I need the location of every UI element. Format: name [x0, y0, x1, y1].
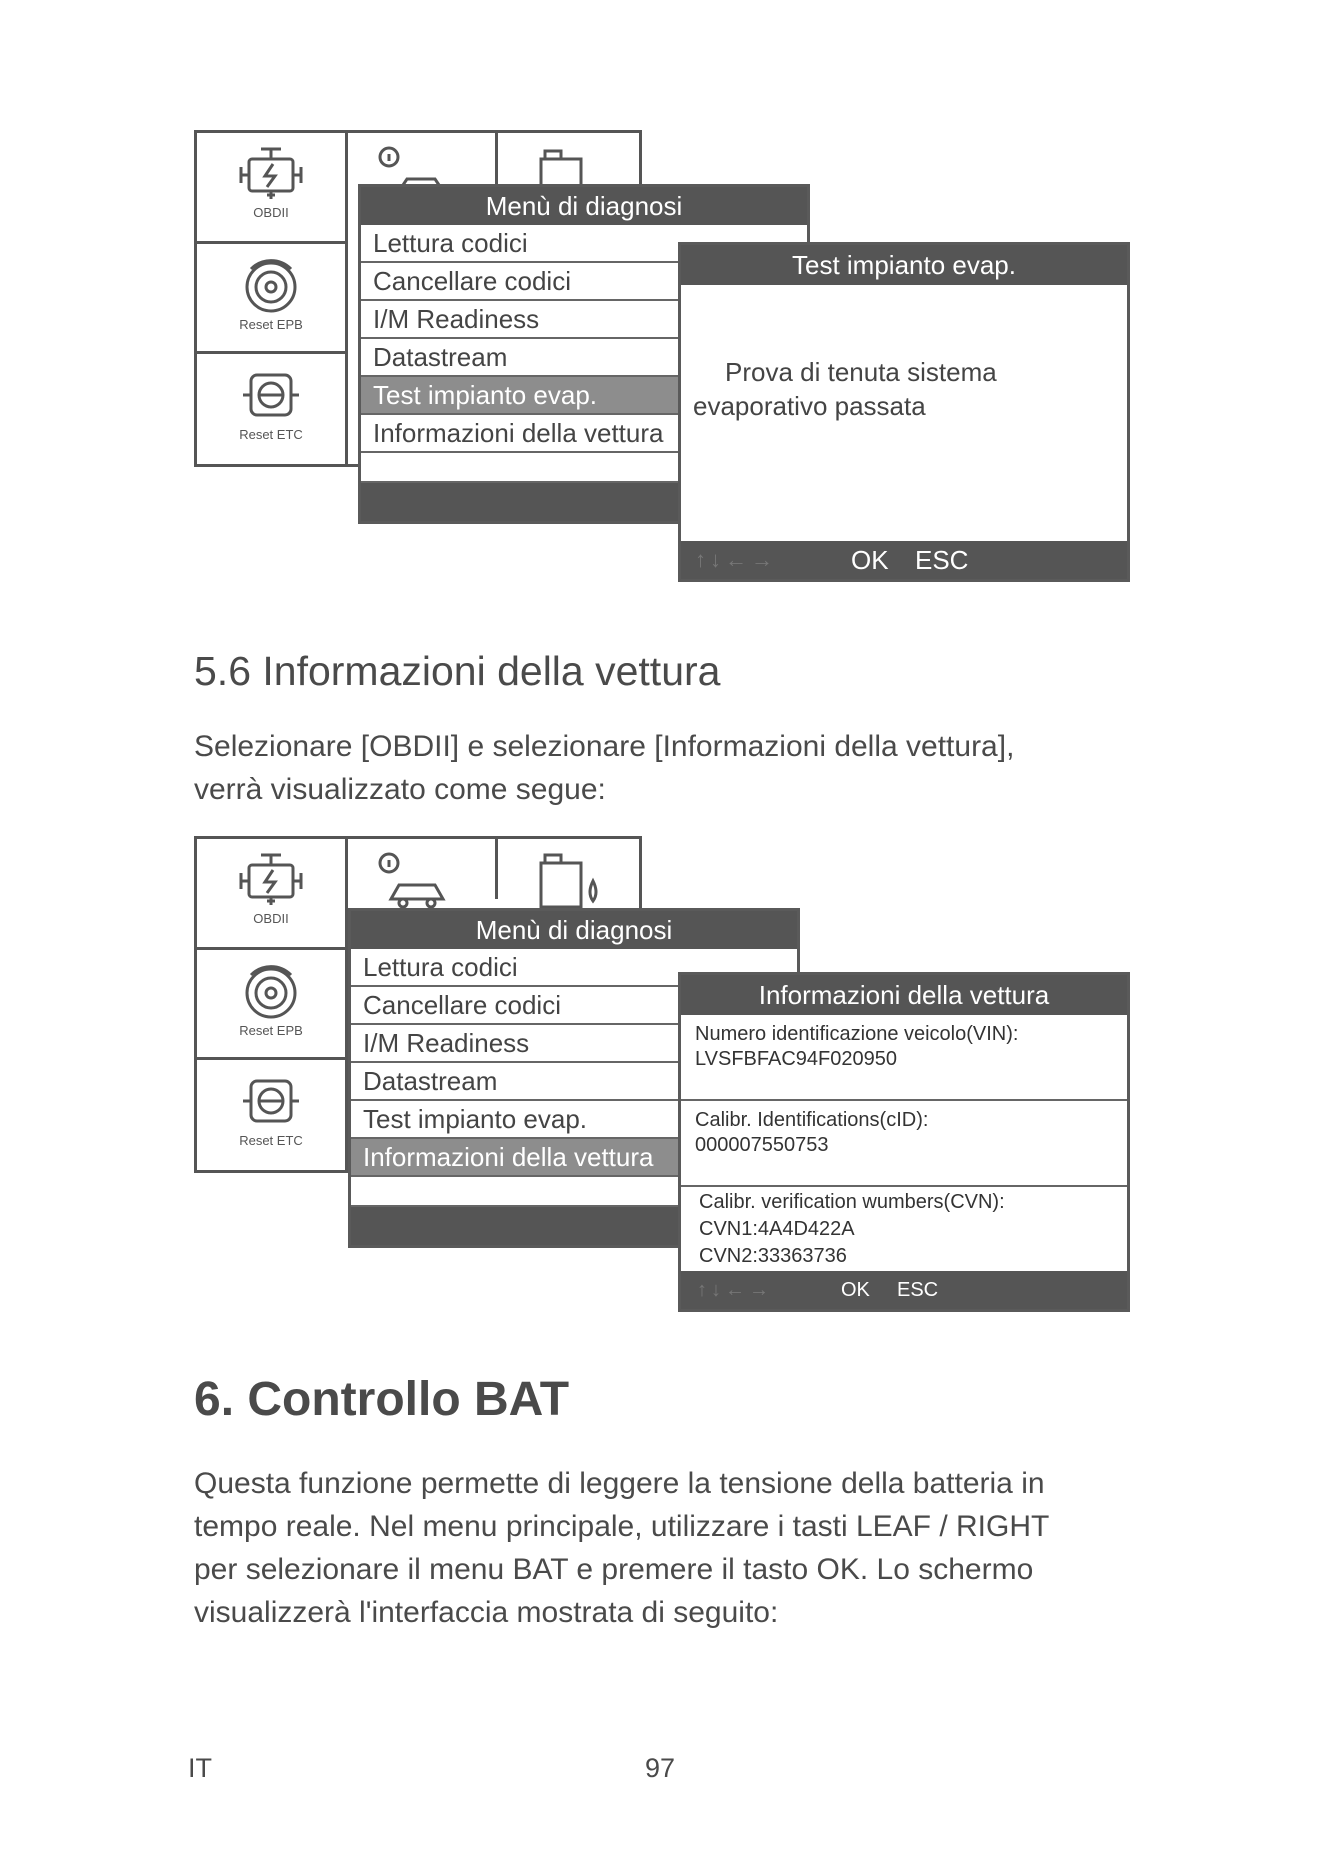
brake-disc-icon [239, 961, 303, 1021]
section-5-6-paragraph [194, 725, 1014, 811]
menu-item-datastream[interactable]: Datastream [351, 1063, 797, 1101]
brake-disc-icon [239, 255, 303, 315]
menu-item-im-readiness[interactable]: I/M Readiness [351, 1025, 797, 1063]
evap-message-line1: Prova di tenuta sistema [725, 357, 997, 387]
paragraph-line: verrà visualizzato come segue: [194, 773, 606, 806]
obd-label: OBDII [253, 911, 289, 926]
obd-label: OBDII [253, 205, 289, 220]
epb-label: Reset EPB [239, 317, 303, 332]
evap-test-popup-title: Test impianto evap. [681, 245, 1127, 285]
etc-label: Reset ETC [239, 1133, 303, 1148]
etc-label: Reset ETC [239, 427, 303, 442]
epb-tile[interactable] [197, 243, 345, 351]
engine-icon [233, 145, 309, 203]
etc-tile[interactable] [197, 1059, 345, 1167]
menu-item-evap-test[interactable]: Test impianto evap. [361, 377, 807, 415]
nav-arrows-icon: ↑↓←→ [695, 547, 777, 572]
cvn-section [681, 1187, 1127, 1272]
cvn2-value: CVN2:33363736 [699, 1245, 847, 1267]
cid-section [681, 1101, 1127, 1187]
etc-tile[interactable] [197, 353, 345, 461]
menu-item-datastream[interactable]: Datastream [361, 339, 807, 377]
nav-arrows-icon: ↑↓←→ [697, 1279, 773, 1301]
engine-icon [233, 851, 309, 909]
menu-item-read-codes[interactable]: Lettura codici [351, 949, 797, 987]
cid-value: 000007550753 [695, 1134, 829, 1156]
ok-button[interactable]: OK [841, 1279, 870, 1301]
page-number: 97 [645, 1753, 676, 1783]
paragraph-line: tempo reale. Nel menu principale, utilizzare i tasti LEAF / RIGHT [194, 1510, 1050, 1543]
menu-item-clear-codes[interactable]: Cancellare codici [361, 263, 807, 301]
cvn1-value: CVN1:4A4D422A [699, 1218, 855, 1240]
evap-popup-footer [681, 541, 1127, 579]
vehicle-info-popup-title: Informazioni della vettura [681, 975, 1127, 1015]
menu-item-evap-test[interactable]: Test impianto evap. [351, 1101, 797, 1139]
paragraph-line: Questa funzione permette di leggere la tensione della batteria in [194, 1467, 1045, 1500]
diagnosis-menu-title: Menù di diagnosi [351, 911, 797, 949]
vehicle-info-popup [678, 972, 1130, 1312]
section-6-paragraph [194, 1462, 1049, 1634]
ok-button[interactable]: OK [851, 545, 889, 575]
menu-item-clear-codes[interactable]: Cancellare codici [351, 987, 797, 1025]
menu-item-vehicle-info[interactable]: Informazioni della vettura [351, 1139, 797, 1177]
throttle-icon [239, 1071, 303, 1131]
epb-label: Reset EPB [239, 1023, 303, 1038]
cid-label: Calibr. Identifications(cID): [695, 1109, 929, 1131]
section-heading-5-6: 5.6 Informazioni della vettura [194, 648, 721, 694]
oil-can-icon [537, 851, 607, 911]
menu-item-read-codes[interactable]: Lettura codici [361, 225, 807, 263]
paragraph-line: Selezionare [OBDII] e selezionare [Informazioni della vettura], [194, 730, 1015, 763]
paragraph-line: per selezionare il menu BAT e premere il tasto OK. Lo schermo [194, 1553, 1034, 1586]
vin-label: Numero identificazione veicolo(VIN): [695, 1023, 1019, 1045]
obd-tile[interactable] [197, 133, 345, 241]
cvn-label: Calibr. verification wumbers(CVN): [699, 1191, 1005, 1213]
menu-item-vehicle-info[interactable]: Informazioni della vettura [361, 415, 807, 453]
vin-section [681, 1015, 1127, 1101]
menu-item-im-readiness[interactable]: I/M Readiness [361, 301, 807, 339]
esc-button[interactable]: ESC [915, 545, 969, 575]
evap-test-popup [678, 242, 1130, 582]
esc-button[interactable]: ESC [897, 1279, 939, 1301]
section-heading-6: 6. Controllo BAT [194, 1373, 570, 1426]
footer-language: IT [188, 1753, 212, 1783]
car-info-icon [377, 851, 457, 909]
throttle-icon [239, 365, 303, 425]
evap-message-line2: evaporativo passata [693, 391, 926, 421]
diagnosis-menu-title: Menù di diagnosi [361, 187, 807, 225]
epb-tile[interactable] [197, 949, 345, 1057]
vehicle-info-popup-footer [681, 1271, 1127, 1309]
paragraph-line: visualizzerà l'interfaccia mostrata di seguito: [194, 1596, 779, 1629]
vin-value: LVSFBFAC94F020950 [695, 1048, 897, 1070]
obd-tile[interactable] [197, 839, 345, 947]
